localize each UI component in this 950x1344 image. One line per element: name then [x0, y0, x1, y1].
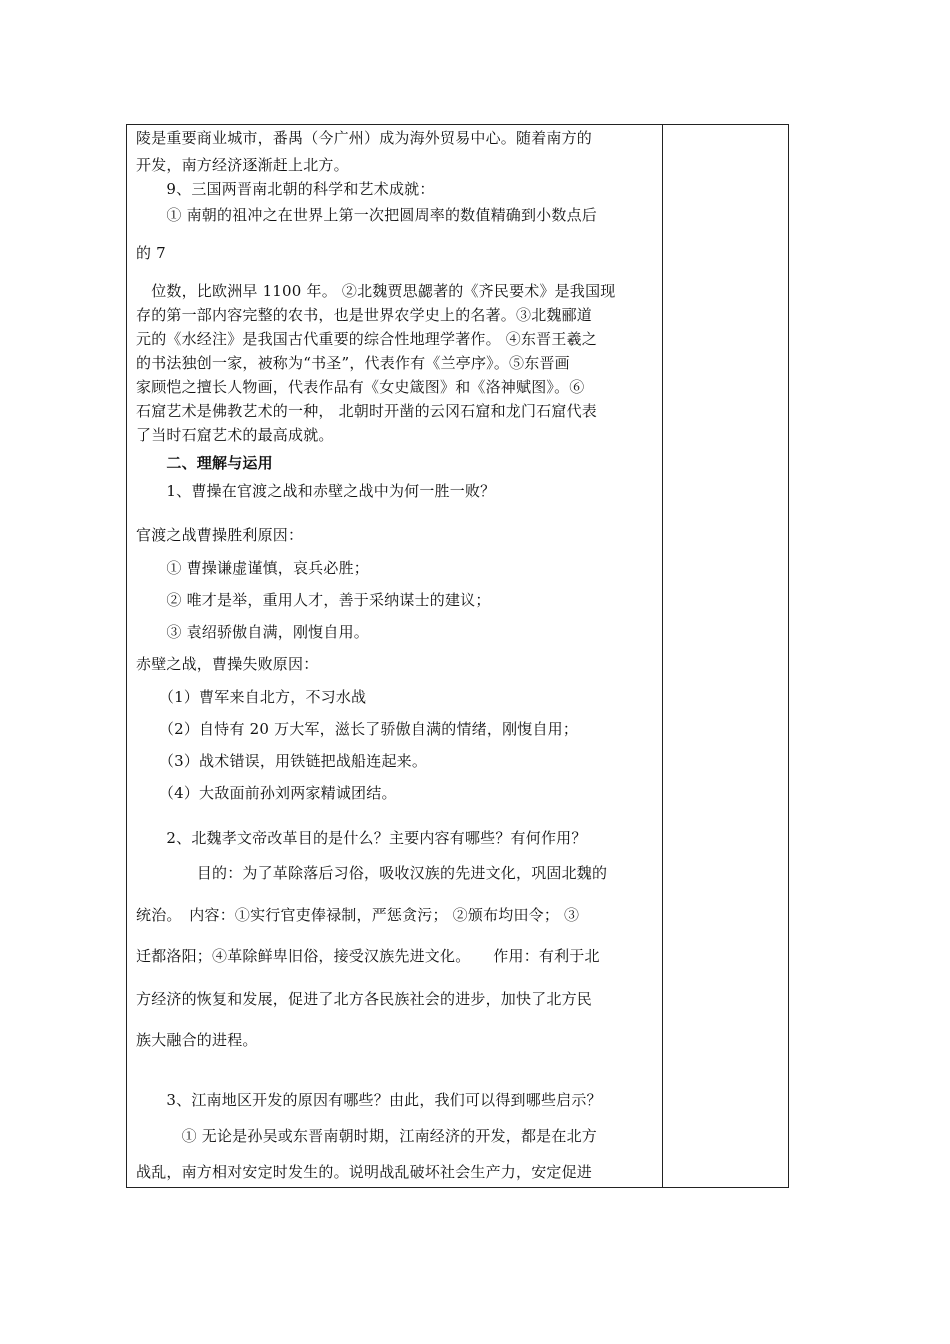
text-line: 官渡之战曹操胜利原因： — [136, 526, 304, 544]
text-line: 方经济的恢复和发展，促进了北方各民族社会的进步，加快了北方民 — [136, 990, 593, 1008]
list-item: （1）曹军来自北方，不习水战 — [136, 688, 367, 706]
text-line: 了当时石窟艺术的最高成就。 — [136, 426, 334, 444]
list-item: ② 唯才是举，重用人才，善于采纳谋士的建议； — [136, 591, 491, 609]
text-line: 的 7 — [136, 244, 166, 262]
list-item: ① 曹操谦虚谨慎，哀兵必胜； — [136, 559, 369, 577]
text-line: 石窟艺术是佛教艺术的一种， 北朝时开凿的云冈石窟和龙门石窟代表 — [136, 402, 597, 420]
text-line: 目的：为了革除落后习俗，吸收汉族的先进文化，巩固北魏的 — [136, 864, 608, 882]
notes-cell — [663, 125, 788, 1187]
text-line: 家顾恺之擅长人物画，代表作品有《女史箴图》和《洛神赋图》。⑥ — [136, 378, 585, 396]
question: 3、江南地区开发的原因有哪些？由此，我们可以得到哪些启示？ — [136, 1091, 602, 1109]
text-line: 位数，比欧洲早 1100 年。 ②北魏贾思勰著的《齐民要术》是我国现 — [136, 282, 616, 300]
list-item: （3）战术错误，用铁链把战船连起来。 — [136, 752, 428, 770]
text-line: 统治。 内容：①实行官吏俸禄制，严惩贪污； ②颁布均田令； ③ — [136, 906, 580, 924]
list-item: ③ 袁绍骄傲自满，刚愎自用。 — [136, 623, 369, 641]
text-line: 的书法独创一家，被称为“书圣”，代表作有《兰亭序》。⑤东晋画 — [136, 354, 570, 372]
text-line: ① 无论是孙吴或东晋南朝时期，江南经济的开发，都是在北方 — [136, 1127, 597, 1145]
text-line: 迁都洛阳；④革除鲜卑旧俗，接受汉族先进文化。 作用：有利于北 — [136, 947, 600, 965]
text-line: 元的《水经注》是我国古代重要的综合性地理学著作。 ④东晋王羲之 — [136, 330, 597, 348]
question: 1、曹操在官渡之战和赤壁之战中为何一胜一败？ — [136, 482, 496, 500]
text-line: 陵是重要商业城市，番禺（今广州）成为海外贸易中心。随着南方的 — [136, 129, 593, 147]
text-line: 族大融合的进程。 — [136, 1031, 258, 1049]
section-heading: 二、理解与运用 — [136, 454, 273, 472]
text-line: 赤壁之战，曹操失败原因： — [136, 655, 319, 673]
list-item: （2）自恃有 20 万大军，滋长了骄傲自满的情绪，刚愎自用； — [136, 720, 579, 738]
text-line: 存的第一部内容完整的农书，也是世界农学史上的名著。③北魏郦道 — [136, 306, 593, 324]
content-table — [126, 124, 789, 1188]
question: 2、北魏孝文帝改革目的是什么？主要内容有哪些？有何作用？ — [136, 829, 587, 847]
section-heading: 9、三国两晋南北朝的科学和艺术成就： — [136, 180, 435, 198]
text-line: ① 南朝的祖冲之在世界上第一次把圆周率的数值精确到小数点后 — [136, 206, 597, 224]
main-content-cell — [127, 125, 662, 1187]
text-line: 开发，南方经济逐渐赶上北方。 — [136, 156, 349, 174]
text-line: 战乱，南方相对安定时发生的。说明战乱破坏社会生产力，安定促进 — [136, 1163, 593, 1181]
list-item: （4）大敌面前孙刘两家精诚团结。 — [136, 784, 397, 802]
